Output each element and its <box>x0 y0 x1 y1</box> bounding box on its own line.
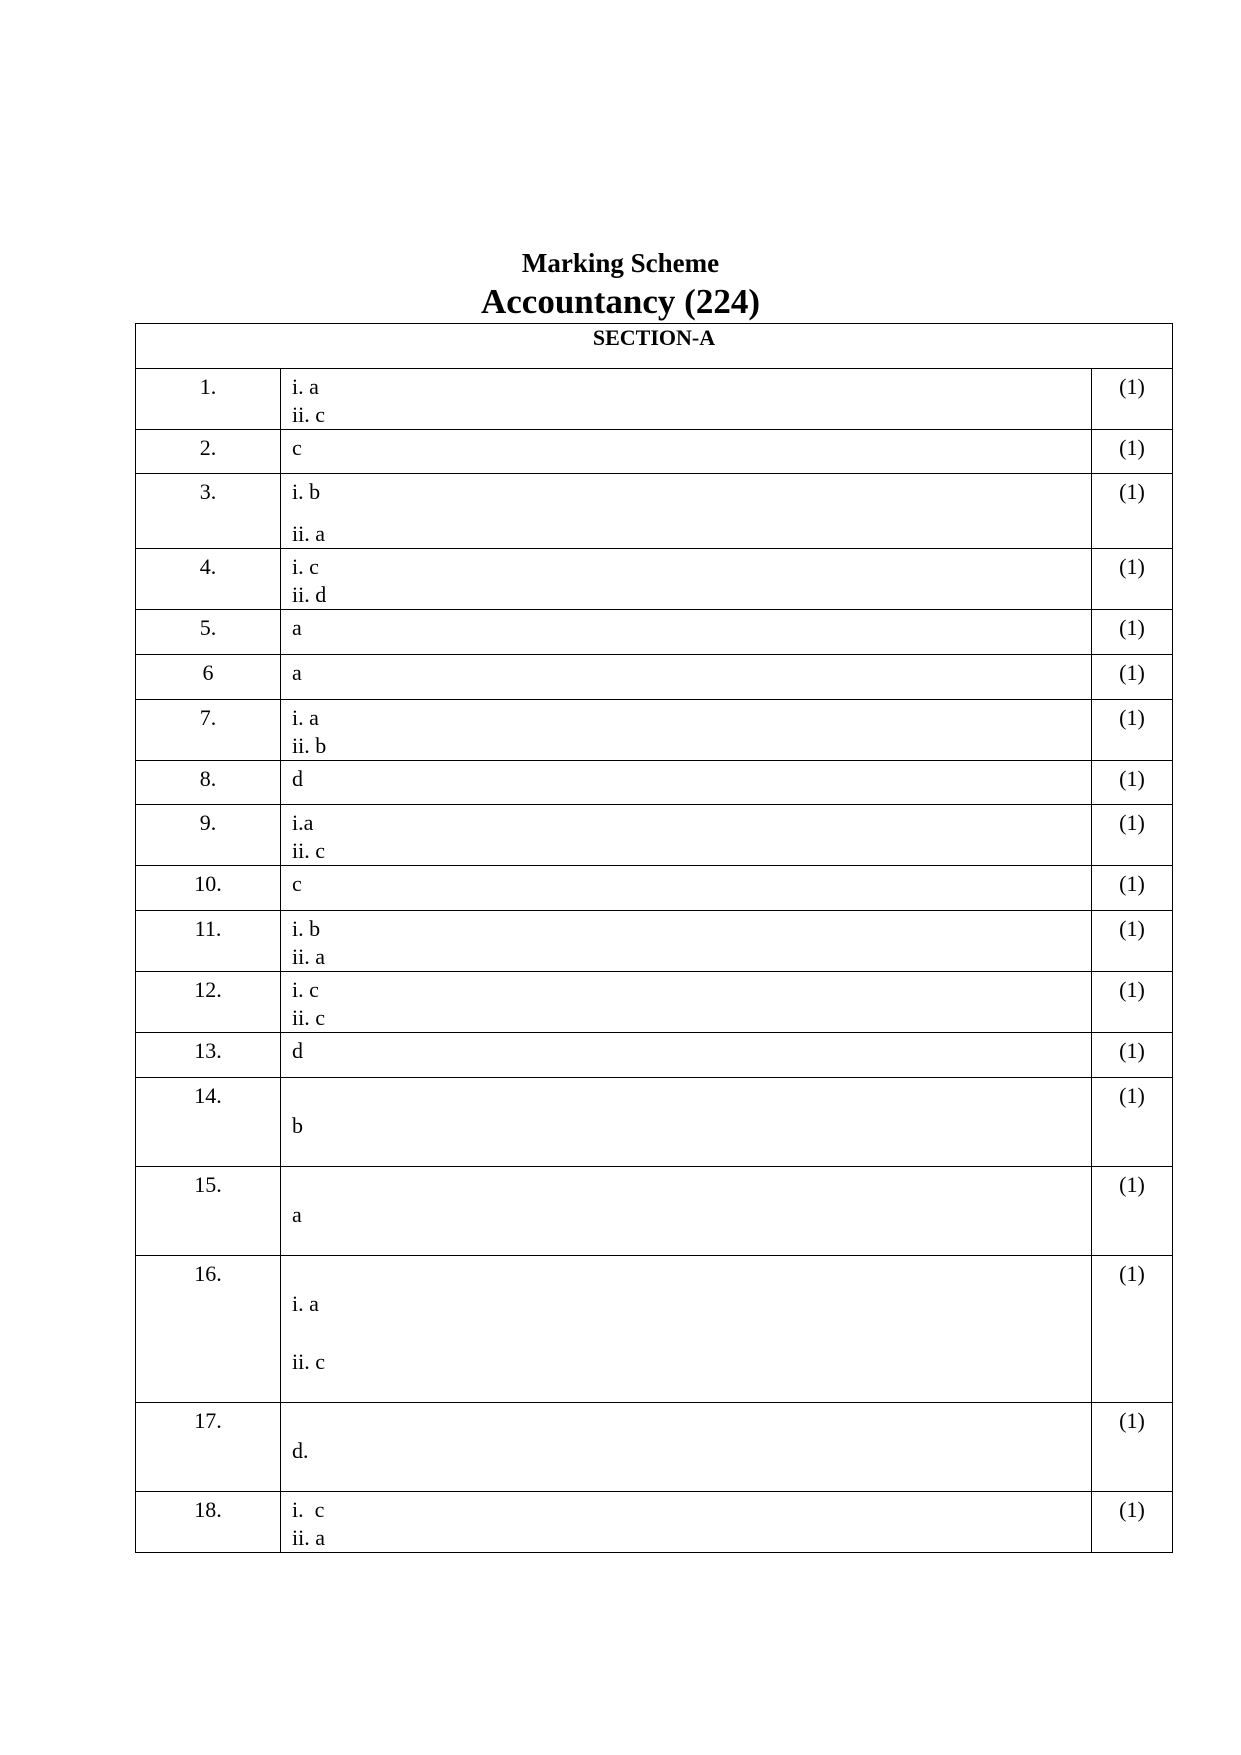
answer-cell <box>281 474 1092 549</box>
answer-line: d <box>292 766 303 791</box>
answer-cell <box>281 549 1092 610</box>
question-number: 17. <box>136 1403 281 1492</box>
marks-cell: (1) <box>1091 911 1172 972</box>
table-row <box>136 911 1173 972</box>
question-number: 9. <box>136 805 281 866</box>
marks-cell: (1) <box>1091 1403 1172 1492</box>
marks-cell: (1) <box>1091 430 1172 474</box>
table-row <box>136 610 1173 655</box>
marks-cell: (1) <box>1091 1033 1172 1078</box>
question-number: 11. <box>136 911 281 972</box>
section-heading: SECTION-A <box>136 324 1173 369</box>
table-row <box>136 972 1173 1033</box>
section-row <box>136 324 1173 369</box>
answer-line: i. c <box>292 1497 325 1522</box>
answer-line: ii. a <box>292 944 325 969</box>
table-row <box>136 1167 1173 1256</box>
table-row <box>136 761 1173 805</box>
answer-line: ii. b <box>292 733 327 758</box>
question-number: 16. <box>136 1256 281 1403</box>
question-number: 8. <box>136 761 281 805</box>
answer-cell <box>281 972 1092 1033</box>
answer-cell <box>281 700 1092 761</box>
answer-cell <box>281 1078 1092 1167</box>
marks-cell: (1) <box>1091 369 1172 430</box>
marks-cell: (1) <box>1091 1078 1172 1167</box>
answer-cell <box>281 1403 1092 1492</box>
marking-scheme-table <box>135 323 1173 1553</box>
answer-cell <box>281 1492 1092 1553</box>
answer-line: i. b <box>292 479 321 504</box>
question-number: 5. <box>136 610 281 655</box>
table-row <box>136 1256 1173 1403</box>
table-row <box>136 1492 1173 1553</box>
marks-cell: (1) <box>1091 474 1172 549</box>
answer-cell <box>281 1033 1092 1078</box>
answer-cell <box>281 655 1092 700</box>
answer-line: ii. a <box>292 521 325 546</box>
answer-cell <box>281 430 1092 474</box>
marks-cell: (1) <box>1091 805 1172 866</box>
table-row <box>136 700 1173 761</box>
answer-line: b <box>292 1113 303 1138</box>
answer-line: a <box>292 615 302 640</box>
question-number: 3. <box>136 474 281 549</box>
table-row <box>136 474 1173 549</box>
answer-line: ii. c <box>292 838 325 863</box>
marks-cell: (1) <box>1091 549 1172 610</box>
answer-line: ii. c <box>292 402 325 427</box>
subject-title: Accountancy (224) <box>481 282 760 321</box>
table-row <box>136 1403 1173 1492</box>
question-number: 15. <box>136 1167 281 1256</box>
answer-line: i. a <box>292 374 319 399</box>
question-number: 7. <box>136 700 281 761</box>
answer-line: ii. a <box>292 1525 325 1550</box>
marks-cell: (1) <box>1091 1492 1172 1553</box>
answer-line: i.a <box>292 810 314 835</box>
marks-cell: (1) <box>1091 972 1172 1033</box>
answer-line: a <box>292 1202 302 1227</box>
answer-line: ii. c <box>292 1349 325 1374</box>
question-number: 4. <box>136 549 281 610</box>
question-number: 1. <box>136 369 281 430</box>
question-number: 10. <box>136 866 281 911</box>
answer-cell <box>281 911 1092 972</box>
question-number: 12. <box>136 972 281 1033</box>
marks-cell: (1) <box>1091 655 1172 700</box>
answer-cell <box>281 1167 1092 1256</box>
marks-cell: (1) <box>1091 700 1172 761</box>
answer-cell <box>281 761 1092 805</box>
answer-cell <box>281 1256 1092 1403</box>
marks-cell: (1) <box>1091 1256 1172 1403</box>
question-number: 13. <box>136 1033 281 1078</box>
table-row <box>136 655 1173 700</box>
marks-cell: (1) <box>1091 866 1172 911</box>
question-number: 18. <box>136 1492 281 1553</box>
answer-cell <box>281 805 1092 866</box>
answer-cell <box>281 610 1092 655</box>
answer-line: i. a <box>292 705 319 730</box>
question-number: 2. <box>136 430 281 474</box>
table-row <box>136 549 1173 610</box>
answer-line: i. c <box>292 977 319 1002</box>
answer-cell <box>281 866 1092 911</box>
table-row <box>136 1078 1173 1167</box>
answer-line: d. <box>292 1438 309 1463</box>
table-row <box>136 805 1173 866</box>
answer-line: i. b <box>292 916 321 941</box>
question-number: 14. <box>136 1078 281 1167</box>
marks-cell: (1) <box>1091 610 1172 655</box>
marks-cell: (1) <box>1091 761 1172 805</box>
table-row <box>136 430 1173 474</box>
table-row <box>136 369 1173 430</box>
answer-line: i. c <box>292 554 319 579</box>
table-row <box>136 866 1173 911</box>
answer-line: i. a <box>292 1291 319 1316</box>
question-number: 6 <box>136 655 281 700</box>
document-title: Marking Scheme <box>521 248 720 278</box>
marks-cell: (1) <box>1091 1167 1172 1256</box>
answer-line: c <box>292 435 302 460</box>
answer-line: ii. c <box>292 1005 325 1030</box>
answer-line: d <box>292 1038 303 1063</box>
answer-line: ii. d <box>292 582 327 607</box>
answer-cell <box>281 369 1092 430</box>
answer-line: c <box>292 871 302 896</box>
table-row <box>136 1033 1173 1078</box>
answer-line: a <box>292 660 302 685</box>
